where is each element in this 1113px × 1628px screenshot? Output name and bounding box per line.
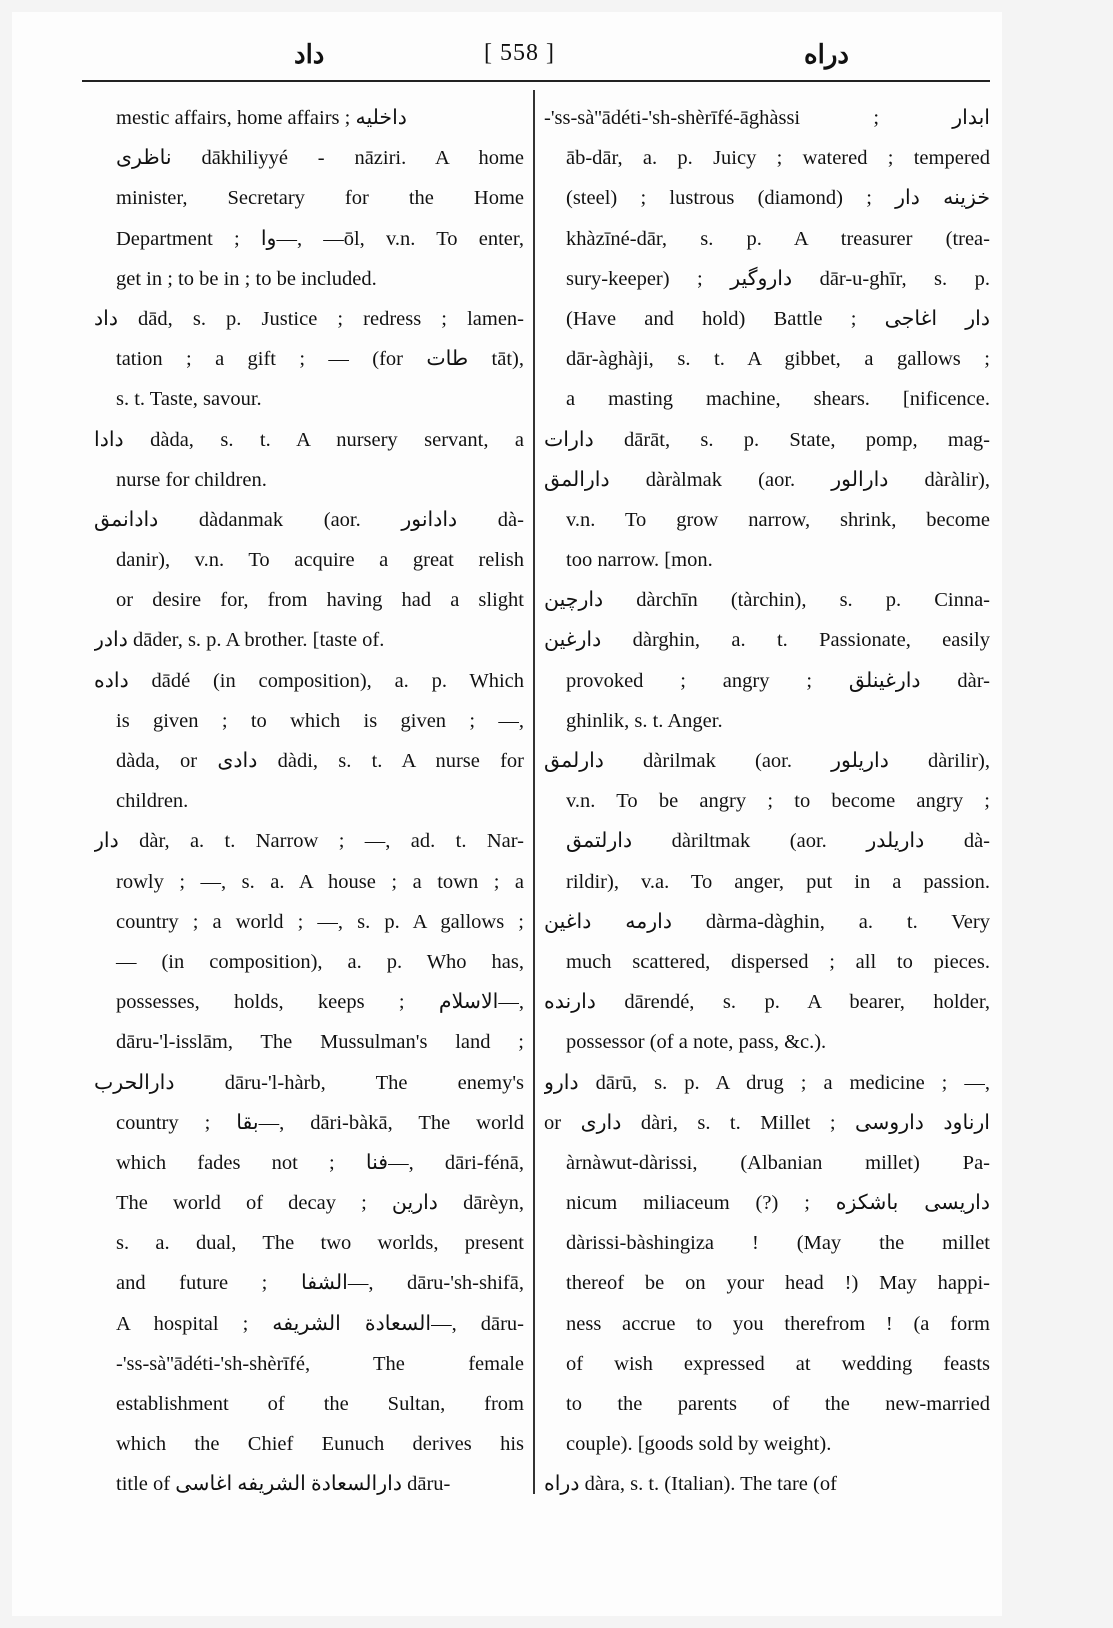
page-number: [ 558 ] [484, 40, 555, 66]
entry-line: sury-keeper) ; داروگیر dār-u-ghīr, s. p. [566, 267, 990, 290]
entry-line: couple). [goods sold by weight). [566, 1433, 832, 1456]
entry-line: داده dādé (in composition), a. p. Which [94, 669, 524, 692]
entry-line: rowly ; —, s. a. A house ; a town ; a [116, 870, 524, 893]
entry-line: Department ; وا—, —ōl, v.n. To enter, [116, 227, 524, 250]
header-rule [82, 80, 990, 82]
entry-line: or desire for, from having had a slight [116, 589, 524, 612]
entry-line: دارالحرب dāru-'l-hàrb, The enemy's [94, 1071, 524, 1094]
entry-line: A hospital ; السعادة الشریفه—, dāru- [116, 1312, 524, 1335]
entry-line: dàrissi-bàshingiza ! (May the millet [566, 1232, 990, 1255]
entry-line: much scattered, dispersed ; all to pieces. [566, 950, 990, 973]
entry-line: possessor (of a note, pass, &c.). [566, 1031, 827, 1054]
entry-line: دارالمق dàràlmak (aor. دارالور dàràlir), [544, 468, 990, 491]
entry-line: The world of decay ; دارین dārèyn, [116, 1192, 524, 1215]
entry-line: s. t. Taste, savour. [116, 388, 262, 411]
entry-line: ghinlik, s. t. Anger. [566, 709, 723, 732]
entry-line: possesses, holds, keeps ; الاسلام—, [116, 991, 524, 1014]
entry-line: establishment of the Sultan, from [116, 1393, 524, 1415]
entry-line: which fades not ; فنا—, dāri-fénā, [116, 1151, 524, 1174]
entry-line: دادا dàda, s. t. A nursery servant, a [94, 428, 524, 451]
entry-line: دارنده dārendé, s. p. A bearer, holder, [544, 991, 990, 1014]
entry-line: àrnàwut-dàrissi, (Albanian millet) Pa- [566, 1151, 990, 1174]
entry-line: or داری dàri, s. t. Millet ; ارناود داروسی [544, 1111, 990, 1134]
entry-line: dāru-'l-isslām, The Mussulman's land ; [116, 1031, 524, 1054]
entry-line: دارو dārū, s. p. A drug ; a medicine ; —, [544, 1071, 990, 1094]
entry-line: دادر dāder, s. p. A brother. [taste of. [94, 629, 385, 652]
entry-line: دارلمق dàrilmak (aor. داریلور dàrilir), [544, 750, 990, 772]
entry-line: children. [116, 790, 189, 813]
entry-line: to the parents of the new-married [566, 1393, 990, 1415]
entry-line: دارچین dàrchīn (tàrchin), s. p. Cinna- [544, 589, 990, 612]
page-header [82, 32, 990, 80]
entry-line: a masting machine, shears. [nificence. [566, 388, 990, 411]
entry-line: دارات dārāt, s. p. State, pomp, mag- [544, 428, 990, 451]
entry-line: دارمه داغین dàrma-dàghin, a. t. Very [544, 910, 990, 933]
left-column [94, 98, 524, 1505]
entry-line: دارغین dàrghin, a. t. Passionate, easily [544, 629, 990, 652]
entry-line: دراه dàra, s. t. (Italian). The tare (of [544, 1473, 837, 1496]
entry-line: provoked ; angry ; دارغینلق dàr- [566, 669, 990, 692]
entry-line: āb-dār, a. p. Juicy ; watered ; tempered [566, 147, 990, 170]
column-divider [533, 90, 535, 1494]
entry-line: ness accrue to you therefrom ! (a form [566, 1312, 990, 1335]
entry-line: s. a. dual, The two worlds, present [116, 1232, 524, 1255]
entry-line: minister, Secretary for the Home [116, 187, 524, 210]
entry-line: — (in composition), a. p. Who has, [116, 950, 524, 973]
entry-line: -'ss-sà''ādéti-'sh-shèrīfé-āghàssi ; ابدار [544, 107, 990, 129]
entry-line: nurse for children. [116, 468, 267, 491]
entry-line: thereof be on your head !) May happi- [566, 1272, 990, 1295]
entry-line: دادانمق dàdanmak (aor. دادانور dà- [94, 508, 524, 531]
entry-line: country ; a world ; —, s. p. A gallows ; [116, 910, 524, 933]
right-column [544, 98, 990, 1505]
left-running-headword: داد [294, 40, 325, 69]
entry-line: khàzīné-dār, s. p. A treasurer (trea- [566, 227, 990, 250]
entry-line: which the Chief Eunuch derives his [116, 1433, 524, 1456]
entry-line: country ; بقا—, dāri-bàkā, The world [116, 1111, 524, 1134]
right-running-headword: دراه [804, 40, 849, 69]
entry-line: danir), v.n. To acquire a great relish [116, 549, 524, 572]
entry-line: of wish expressed at wedding feasts [566, 1352, 990, 1375]
entry-line: ناظری dākhiliyyé - nāziri. A home [116, 147, 524, 170]
entry-line: (Have and hold) Battle ; دار اغاجی [566, 307, 990, 330]
entry-line: دار dàr, a. t. Narrow ; —, ad. t. Nar- [94, 830, 524, 853]
entry-line: is given ; to which is given ; —, [116, 709, 524, 732]
entry-line: title of دارالسعادة الشریفه اغاسی dāru- [116, 1473, 451, 1496]
entry-line: and future ; الشفا—, dāru-'sh-shifā, [116, 1272, 524, 1295]
entry-line: rildir), v.a. To anger, put in a passion. [566, 870, 990, 893]
entry-line: -'ss-sà''ādéti-'sh-shèrīfé, The female [116, 1352, 524, 1375]
entry-line: دارلتمق dàriltmak (aor. داریلدر dà- [566, 830, 990, 853]
entry-line: v.n. To grow narrow, shrink, become [566, 508, 990, 531]
entry-line: nicum miliaceum (?) ; داریسی باشکزه [566, 1192, 990, 1215]
entry-line: v.n. To be angry ; to become angry ; [566, 790, 990, 813]
entry-line: get in ; to be in ; to be included. [116, 267, 377, 290]
entry-line: too narrow. [mon. [566, 549, 713, 572]
entry-line: (steel) ; lustrous (diamond) ; خزینه دار [566, 187, 990, 210]
entry-line: dàda, or دادی dàdi, s. t. A nurse for [116, 750, 524, 772]
entry-line: داد dād, s. p. Justice ; redress ; lamen- [94, 307, 524, 330]
entry-line: tation ; a gift ; — (for طات tāt), [116, 348, 524, 371]
entry-line: dār-àghàji, s. t. A gibbet, a gallows ; [566, 348, 990, 371]
entry-line: mestic affairs, home affairs ; داخلیه [116, 107, 407, 129]
